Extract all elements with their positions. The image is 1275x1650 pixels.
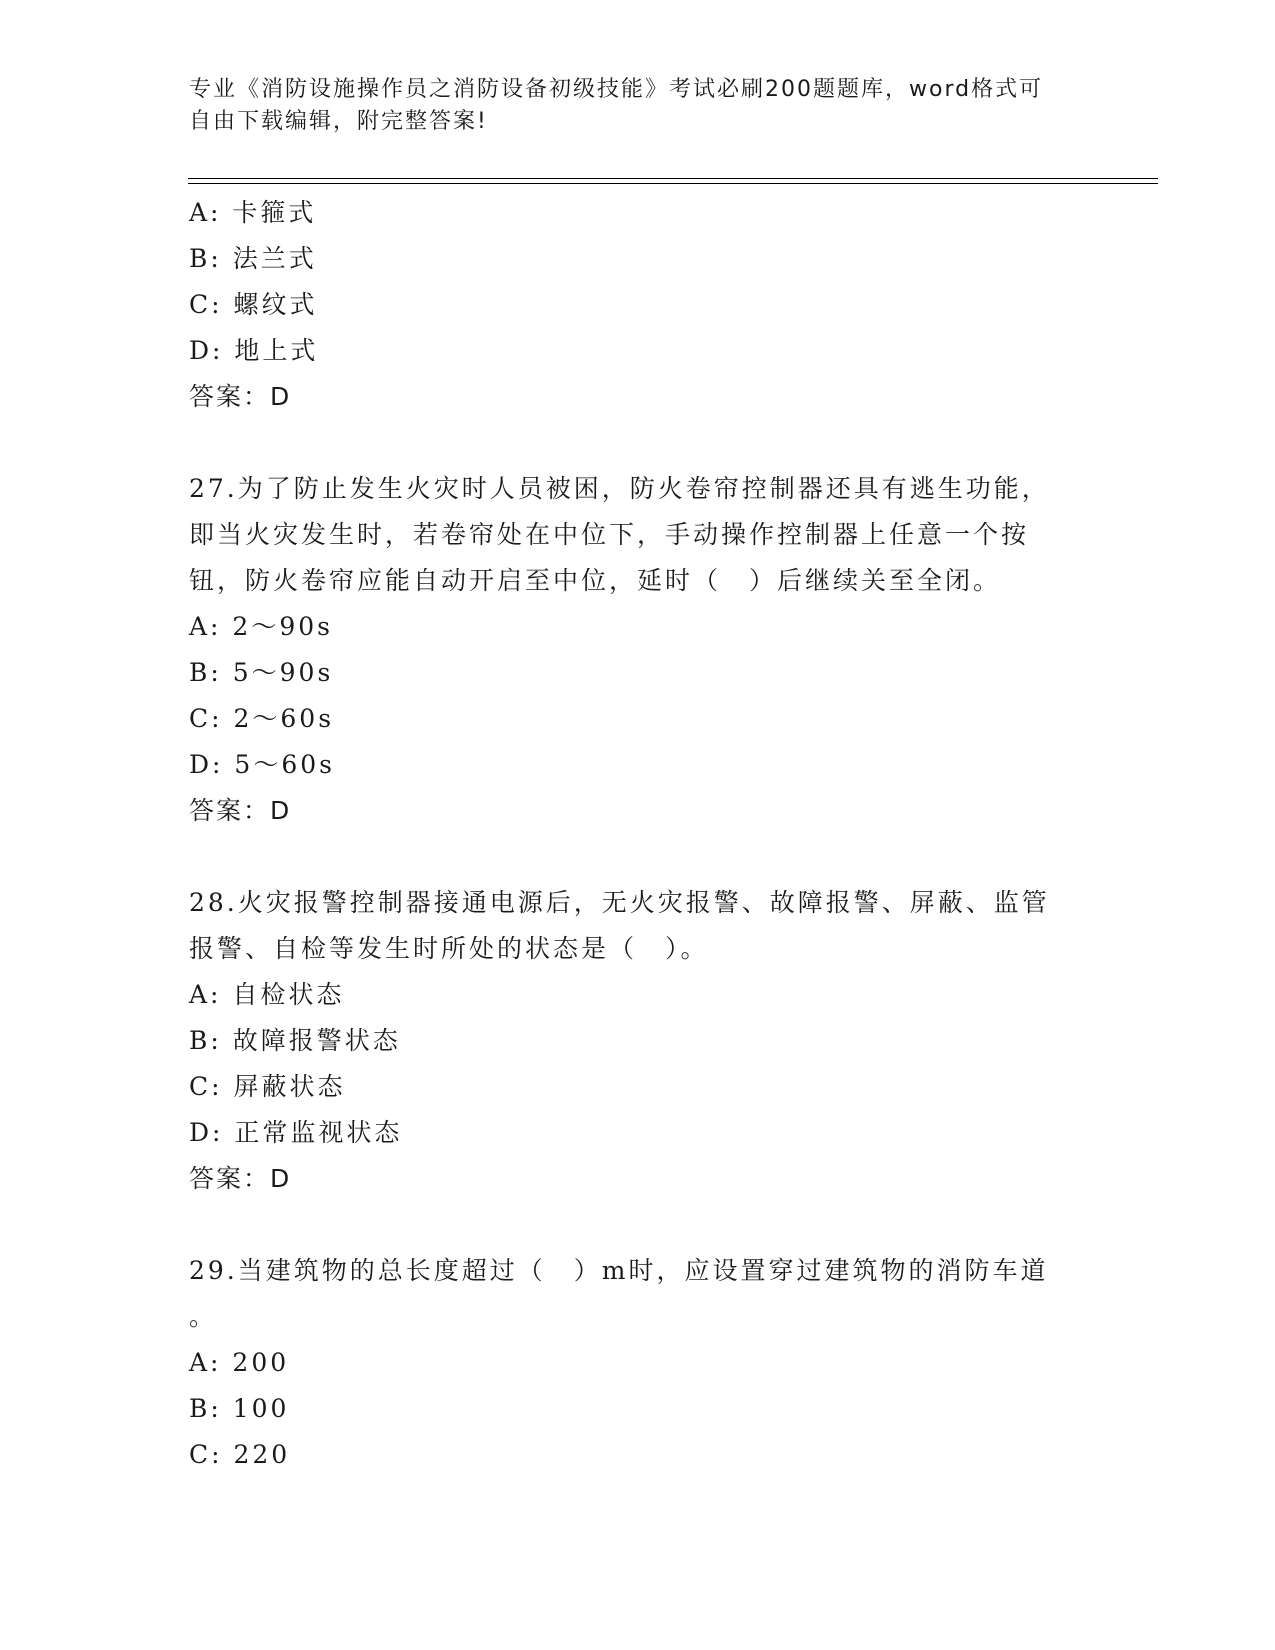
question-line: 27.为了防止发生火灾时人员被困，防火卷帘控制器还具有逃生功能， bbox=[189, 474, 1050, 503]
question-line: 28.火灾报警控制器接通电源后，无火灾报警、故障报警、屏蔽、监管 bbox=[189, 888, 1050, 917]
option-d: D: 正常监视状态 bbox=[189, 1118, 403, 1147]
header-line-2: 自由下载编辑，附完整答案! bbox=[189, 109, 488, 134]
question-27-block bbox=[189, 466, 1089, 834]
header-line-1: 专业《消防设施操作员之消防设备初级技能》考试必刷200题题库，word格式可 bbox=[189, 77, 1044, 102]
option-b: B: 100 bbox=[189, 1394, 290, 1423]
header-divider-bottom bbox=[188, 183, 1158, 184]
question-line: 29.当建筑物的总长度超过（ ）m时，应设置穿过建筑物的消防车道 bbox=[189, 1256, 1049, 1285]
question-text bbox=[189, 466, 1089, 604]
option-c: C: 螺纹式 bbox=[189, 290, 318, 319]
answer-line: 答案：D bbox=[189, 382, 292, 411]
option-d: D: 地上式 bbox=[189, 336, 319, 365]
header-divider-top bbox=[188, 178, 1158, 179]
question-29-block bbox=[189, 1248, 1089, 1478]
option-b: B: 5～90s bbox=[189, 658, 334, 687]
question-line: 钮，防火卷帘应能自动开启至中位，延时（ ）后继续关至全闭。 bbox=[189, 566, 1002, 595]
question-line: 报警、自检等发生时所处的状态是（ ）。 bbox=[189, 934, 709, 963]
option-b: B: 法兰式 bbox=[189, 244, 317, 273]
question-line: 。 bbox=[189, 1302, 218, 1331]
question-26-block bbox=[189, 190, 1089, 420]
option-c: C: 2～60s bbox=[189, 704, 335, 733]
question-text bbox=[189, 880, 1089, 972]
answer-line: 答案：D bbox=[189, 1164, 292, 1193]
option-c: C: 220 bbox=[189, 1440, 291, 1469]
question-line: 即当火灾发生时，若卷帘处在中位下，手动操作控制器上任意一个按 bbox=[189, 520, 1030, 549]
option-a: A: 200 bbox=[189, 1348, 290, 1377]
option-a: A: 卡箍式 bbox=[189, 198, 317, 227]
option-a: A: 自检状态 bbox=[189, 980, 345, 1009]
option-c: C: 屏蔽状态 bbox=[189, 1072, 346, 1101]
option-d: D: 5～60s bbox=[189, 750, 335, 779]
answer-line: 答案：D bbox=[189, 796, 292, 825]
option-b: B: 故障报警状态 bbox=[189, 1026, 401, 1055]
question-list bbox=[189, 190, 1089, 1478]
question-28-block bbox=[189, 880, 1089, 1202]
question-text bbox=[189, 1248, 1089, 1340]
option-a: A: 2～90s bbox=[189, 612, 333, 641]
document-header bbox=[189, 74, 1069, 138]
